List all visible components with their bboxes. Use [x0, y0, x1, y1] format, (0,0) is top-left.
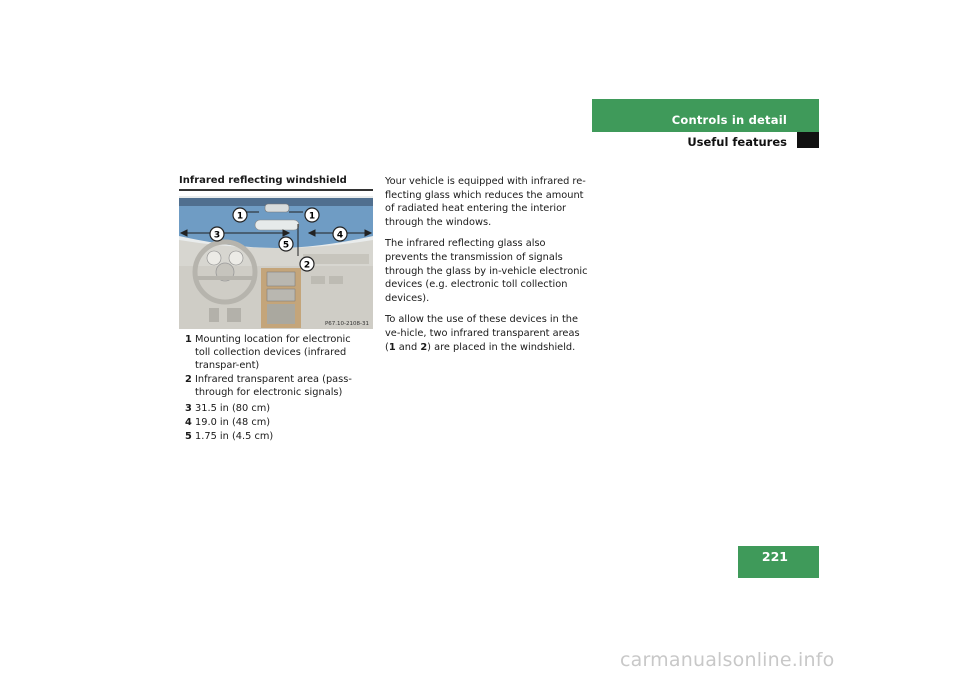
heading-rule — [179, 189, 373, 191]
legend-item — [185, 430, 365, 443]
callout-1b: 1 — [308, 211, 316, 222]
legend-text: Infrared transparent area (pass-through for electronic signals) — [195, 374, 352, 399]
body-text — [385, 175, 590, 362]
ref-number: 2 — [420, 341, 428, 353]
legend-text: 1.75 in (4.5 cm) — [195, 431, 274, 442]
callout-4: 4 — [336, 230, 344, 241]
callout-2: 2 — [303, 260, 311, 271]
page-number: 221 — [761, 549, 788, 564]
watermark: carmanualsonline.info — [620, 649, 835, 671]
subsection-title: Useful features — [687, 135, 787, 149]
paragraph: The infrared reflecting glass also prevents the transmission of signals through the glass by in-vehicle electronic devices (e.g. electronic toll collection devices). — [385, 238, 588, 304]
windshield-illustration — [179, 196, 373, 329]
legend-number: 3 — [185, 403, 192, 414]
legend-text: 31.5 in (80 cm) — [195, 403, 271, 414]
paragraph — [385, 313, 590, 354]
ref-number: 1 — [388, 341, 396, 353]
legend-number: 1 — [185, 334, 192, 345]
header-tab-marker — [797, 132, 819, 148]
legend-item — [185, 333, 365, 373]
legend-number: 2 — [185, 374, 192, 385]
paragraph-text: To allow the use of these devices in the ve-hicle, two infrared transparent areas ( — [385, 314, 580, 353]
legend-number: 5 — [185, 431, 192, 442]
callout-3: 3 — [213, 230, 221, 241]
callout-5: 5 — [282, 240, 290, 251]
legend-item — [185, 402, 365, 415]
legend-number: 4 — [185, 417, 192, 428]
paragraph-text: and — [395, 341, 421, 353]
section-title: Controls in detail — [671, 113, 787, 127]
paragraph: Your vehicle is equipped with infrared re-flecting glass which reduces the amount of radiated heat entering the interior through the windows. — [385, 176, 586, 228]
paragraph-text: ) are placed in the windshield. — [427, 341, 576, 353]
callout-1a: 1 — [236, 211, 244, 222]
legend-item — [185, 373, 365, 399]
legend-text: 19.0 in (48 cm) — [195, 417, 271, 428]
legend-item — [185, 416, 365, 429]
legend-text: Mounting location for electronic toll collection devices (infrared transpar-ent) — [195, 334, 351, 372]
page-heading: Infrared reflecting windshield — [179, 175, 347, 186]
figure-code: P67.10-2108-31 — [324, 321, 369, 327]
